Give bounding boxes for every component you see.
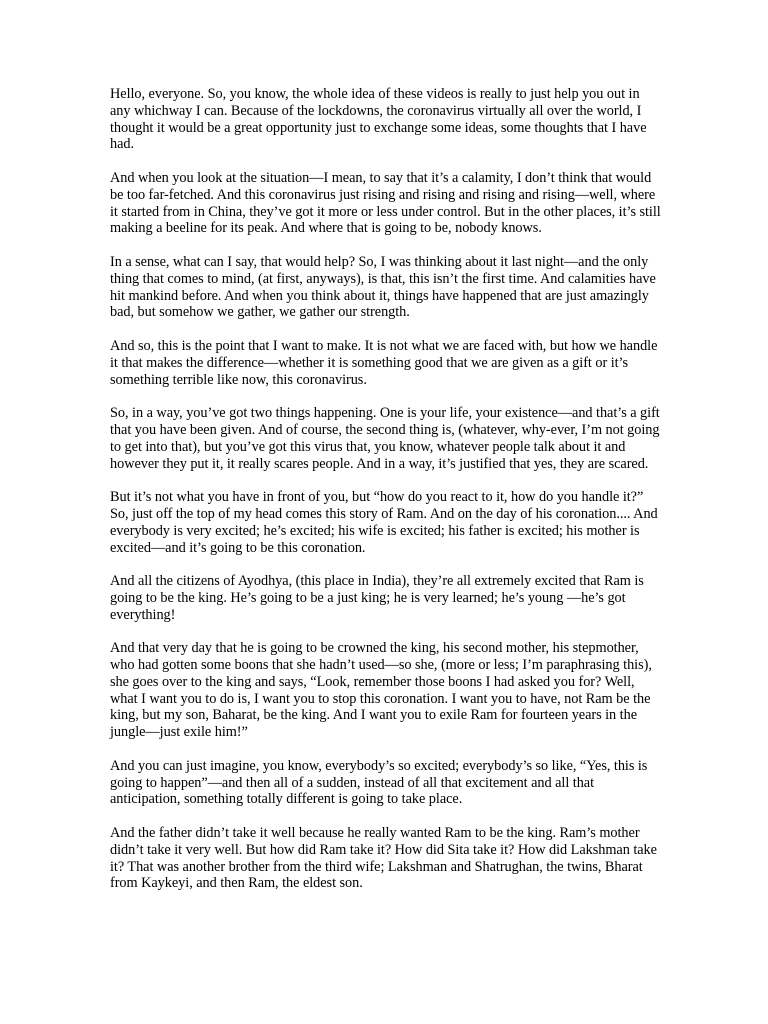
paragraph: And you can just imagine, you know, everybody’s so excited; everybody’s so like, “Yes, this is going to happen”—and then all of a sudden, instead of all that excitement and all that anticipation, something totally different is going to take place.: [110, 757, 648, 808]
paragraph: Hello, everyone. So, you know, the whole idea of these videos is really to just help you out in any whichway I can. Because of the lockdowns, the coronavirus virtually all over the world, I thought it would be a great opportunity just to exchange some ideas, some thoughts that I have had.: [110, 86, 647, 153]
paragraph: And all the citizens of Ayodhya, (this place in India), they’re all extremely excited that Ram is going to be the king. He’s going to be a just king; he is very learned; he’s young —he’s got everything!: [110, 573, 644, 623]
paragraph: And so, this is the point that I want to make. It is not what we are faced with, but how we handle it that makes the difference—whether it is something good that we are given as a gift or it’s something terrible like now, this coronavirus.: [110, 337, 658, 388]
paragraph: And when you look at the situation—I mean, to say that it’s a calamity, I don’t think that would be too far-fetched. And this coronavirus just rising and rising and rising and rising—well, where it started from in China, they’ve got it more or less under control. But in the other places, it’s still making a beeline for its peak. And where that is going to be, nobody knows.: [110, 169, 661, 237]
paragraph: And the father didn’t take it well because he really wanted Ram to be the king. Ram’s mother didn’t take it very well. But how did Ram take it? How did Sita take it? How did Lakshman take it? That was another brother from the third wife; Lakshman and Shatrughan, the twins, Bharat from Kaykeyi, and then Ram, the eldest son.: [110, 825, 657, 892]
paragraph: But it’s not what you have in front of you, but “how do you react to it, how do you handle it?” So, just off the top of my head comes this story of Ram. And on the day of his coronation.... And everybody is very excited; he’s excited; his wife is excited; his father is excited; his mother is excited—and it’s going to be this coronation.: [110, 489, 658, 556]
paragraph: So, in a way, you’ve got two things happening. One is your life, your existence—and that’s a gift that you have been given. And of course, the second thing is, (whatever, why-ever, I’m not going to get into that), but you’ve got this virus that, you know, whatever people talk about it and however they put it, it really scares people. And in a way, it’s justified that yes, they are scared.: [110, 405, 660, 472]
paragraph: In a sense, what can I say, that would help? So, I was thinking about it last night—and the only thing that comes to mind, (at first, anyways), is that, this isn’t the first time. And calamities have hit mankind before. And when you think about it, things have happened that are just amazingly bad, but somehow we gather, we gather our strength.: [110, 253, 656, 321]
paragraph: And that very day that he is going to be crowned the king, his second mother, his stepmother, who had gotten some boons that she hadn’t used—so she, (more or less; I’m paraphrasing this), she goes over to the king and says, “Look, remember those boons I had asked you for? Well, what I want you to do is, I want you to stop this coronation. I want you to have, not Ram be the king, but my son, Baharat, be the king. And I want you to exile Ram for fourteen years in the jungle—just exile him!”: [110, 640, 652, 741]
document-page: [110, 86, 662, 909]
